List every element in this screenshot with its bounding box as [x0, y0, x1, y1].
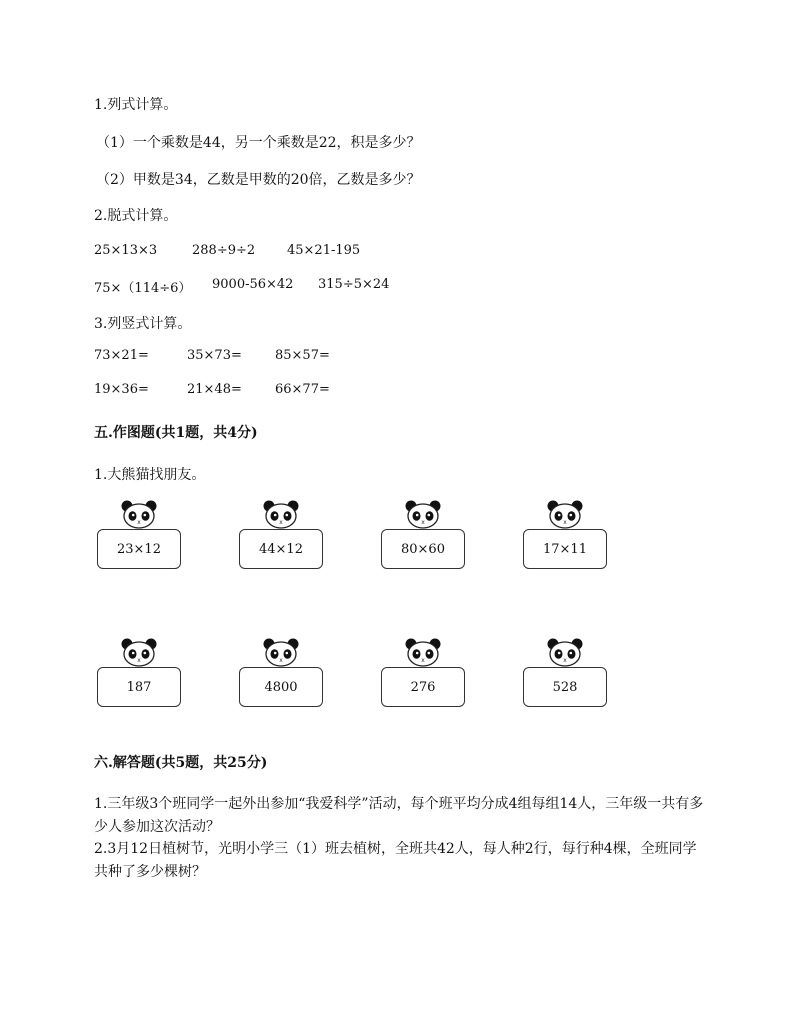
q1-title: 1.列式计算。	[94, 97, 178, 113]
problem-1: 1.三年级3个班同学一起外出参加“我爱科学”活动，每个班平均分成4组每组14人，三年级一共有多少人参加这次活动？	[94, 796, 704, 835]
answer-card[interactable]: 4800	[239, 667, 323, 707]
panda-icon	[120, 499, 158, 529]
panda-icon	[262, 499, 300, 529]
problem-2: 2.3月12日植树节，光明小学三（1）班去植树，全班共42人，每人种2行，每行种4棵，全班同学共种了多少棵树？	[94, 841, 697, 880]
panda-icon	[546, 499, 584, 529]
q1-item-1: （1）一个乘数是44，另一个乘数是22，积是多少？	[96, 135, 421, 151]
panda-icon	[404, 637, 442, 667]
panda-icon	[262, 637, 300, 667]
answer-card[interactable]: 528	[523, 667, 607, 707]
q2-expr: 9000-56×42	[212, 277, 294, 292]
panda-icon	[404, 499, 442, 529]
q2-expr: 315÷5×24	[318, 277, 390, 292]
q2-title: 2.脱式计算。	[94, 208, 178, 224]
panda-icon	[120, 637, 158, 667]
q2-expr: 25×13×3	[94, 243, 158, 258]
q3-expr: 21×48=	[187, 382, 242, 397]
q3-expr: 66×77=	[275, 382, 330, 397]
section5-heading: 五.作图题(共1题，共4分)	[94, 425, 258, 441]
q2-expr: 45×21-195	[287, 243, 361, 258]
q3-title: 3.列竖式计算。	[94, 316, 192, 332]
q3-expr: 35×73=	[187, 348, 242, 363]
q2-expr: 288÷9÷2	[192, 243, 256, 258]
answer-card[interactable]: 276	[381, 667, 465, 707]
q2-expr: 75×（114÷6）	[94, 281, 192, 296]
q3-expr: 19×36=	[94, 382, 149, 397]
section6-heading: 六.解答题(共5题，共25分)	[94, 755, 268, 771]
q3-expr: 73×21=	[94, 348, 149, 363]
q1-item-2: （2）甲数是34，乙数是甲数的20倍，乙数是多少？	[96, 172, 421, 188]
panda-title: 1.大熊猫找朋友。	[94, 467, 206, 483]
expression-card[interactable]: 23×12	[97, 529, 181, 569]
panda-icon	[546, 637, 584, 667]
answer-card[interactable]: 187	[97, 667, 181, 707]
expression-card[interactable]: 80×60	[381, 529, 465, 569]
expression-card[interactable]: 17×11	[523, 529, 607, 569]
expression-card[interactable]: 44×12	[239, 529, 323, 569]
q3-expr: 85×57=	[275, 348, 330, 363]
